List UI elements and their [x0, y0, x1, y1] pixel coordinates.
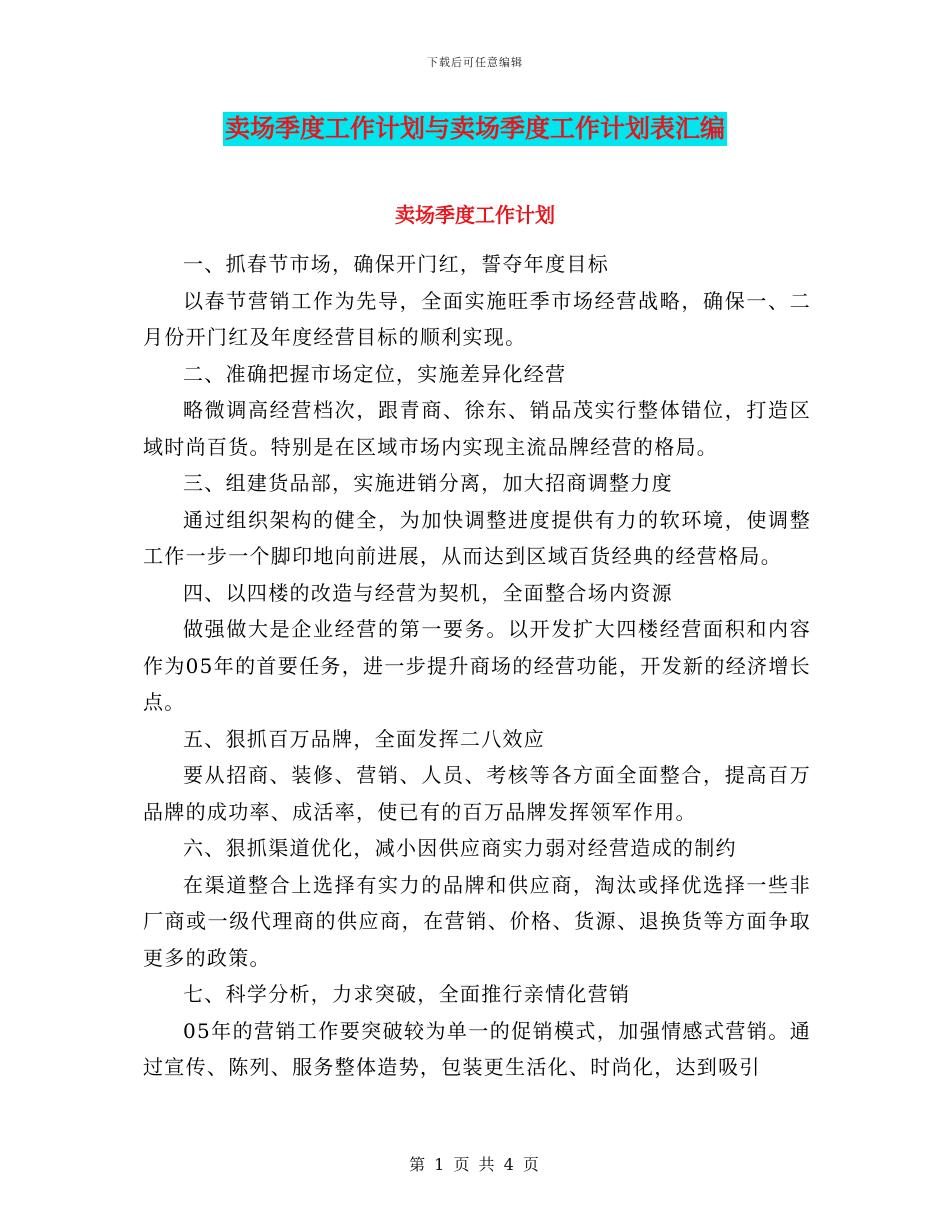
document-body — [143, 246, 811, 1086]
paragraph: 要从招商、装修、营销、人员、考核等各方面全面整合，提高百万品牌的成功率、成活率，使已有的百万品牌发挥领军作用。 — [143, 763, 811, 824]
page-header-note: 下载后可任意编辑 — [427, 56, 523, 69]
section-title: 卖场季度工作计划 — [395, 203, 555, 227]
paragraph: 在渠道整合上选择有实力的品牌和供应商，淘汰或择优选择一些非厂商或一级代理商的供应商，在营销、价格、货源、退换货等方面争取更多的政策。 — [143, 872, 811, 970]
paragraph: 通过组织架构的健全，为加快调整进度提供有力的软环境，使调整工作一步一个脚印地向前进展，从而达到区域百货经典的经营格局。 — [143, 507, 811, 568]
paragraph-heading: 三、组建货品部，实施进销分离，加大招商调整力度 — [183, 471, 673, 495]
paragraph: 做强做大是企业经营的第一要务。以开发扩大四楼经营面积和内容作为05年的首要任务，进一步提升商场的经营功能，开发新的经济增长点。 — [143, 617, 811, 714]
paragraph-heading: 七、科学分析，力求突破，全面推行亲情化营销 — [183, 982, 631, 1006]
paragraph-heading: 六、狠抓渠道优化，减小因供应商实力弱对经营造成的制约 — [183, 836, 737, 860]
paragraph: 略微调高经营档次，跟青商、徐东、销品茂实行整体错位，打造区域时尚百货。特别是在区域市场内实现主流品牌经营的格局。 — [143, 398, 811, 459]
paragraph: 05年的营销工作要突破较为单一的促销模式，加强情感式营销。通过宣传、陈列、服务整体造势，包装更生活化、时尚化，达到吸引 — [143, 1018, 811, 1079]
document-title-text: 卖场季度工作计划与卖场季度工作计划表汇编 — [223, 112, 727, 146]
paragraph-heading: 二、准确把握市场定位，实施差异化经营 — [183, 361, 567, 386]
paragraph-heading: 五、狠抓百万品牌，全面发挥二八效应 — [183, 726, 546, 751]
paragraph-heading: 一、抓春节市场，确保开门红，誓夺年度目标 — [183, 252, 609, 276]
page-number-footer: 第 1 页 共 4 页 — [409, 1155, 541, 1174]
paragraph-heading: 四、以四楼的改造与经营为契机，全面整合场内资源 — [183, 580, 673, 605]
document-title — [0, 112, 950, 146]
paragraph: 以春节营销工作为先导，全面实施旺季市场经营战略，确保一、二月份开门红及年度经营目标的顺利实现。 — [143, 288, 811, 349]
